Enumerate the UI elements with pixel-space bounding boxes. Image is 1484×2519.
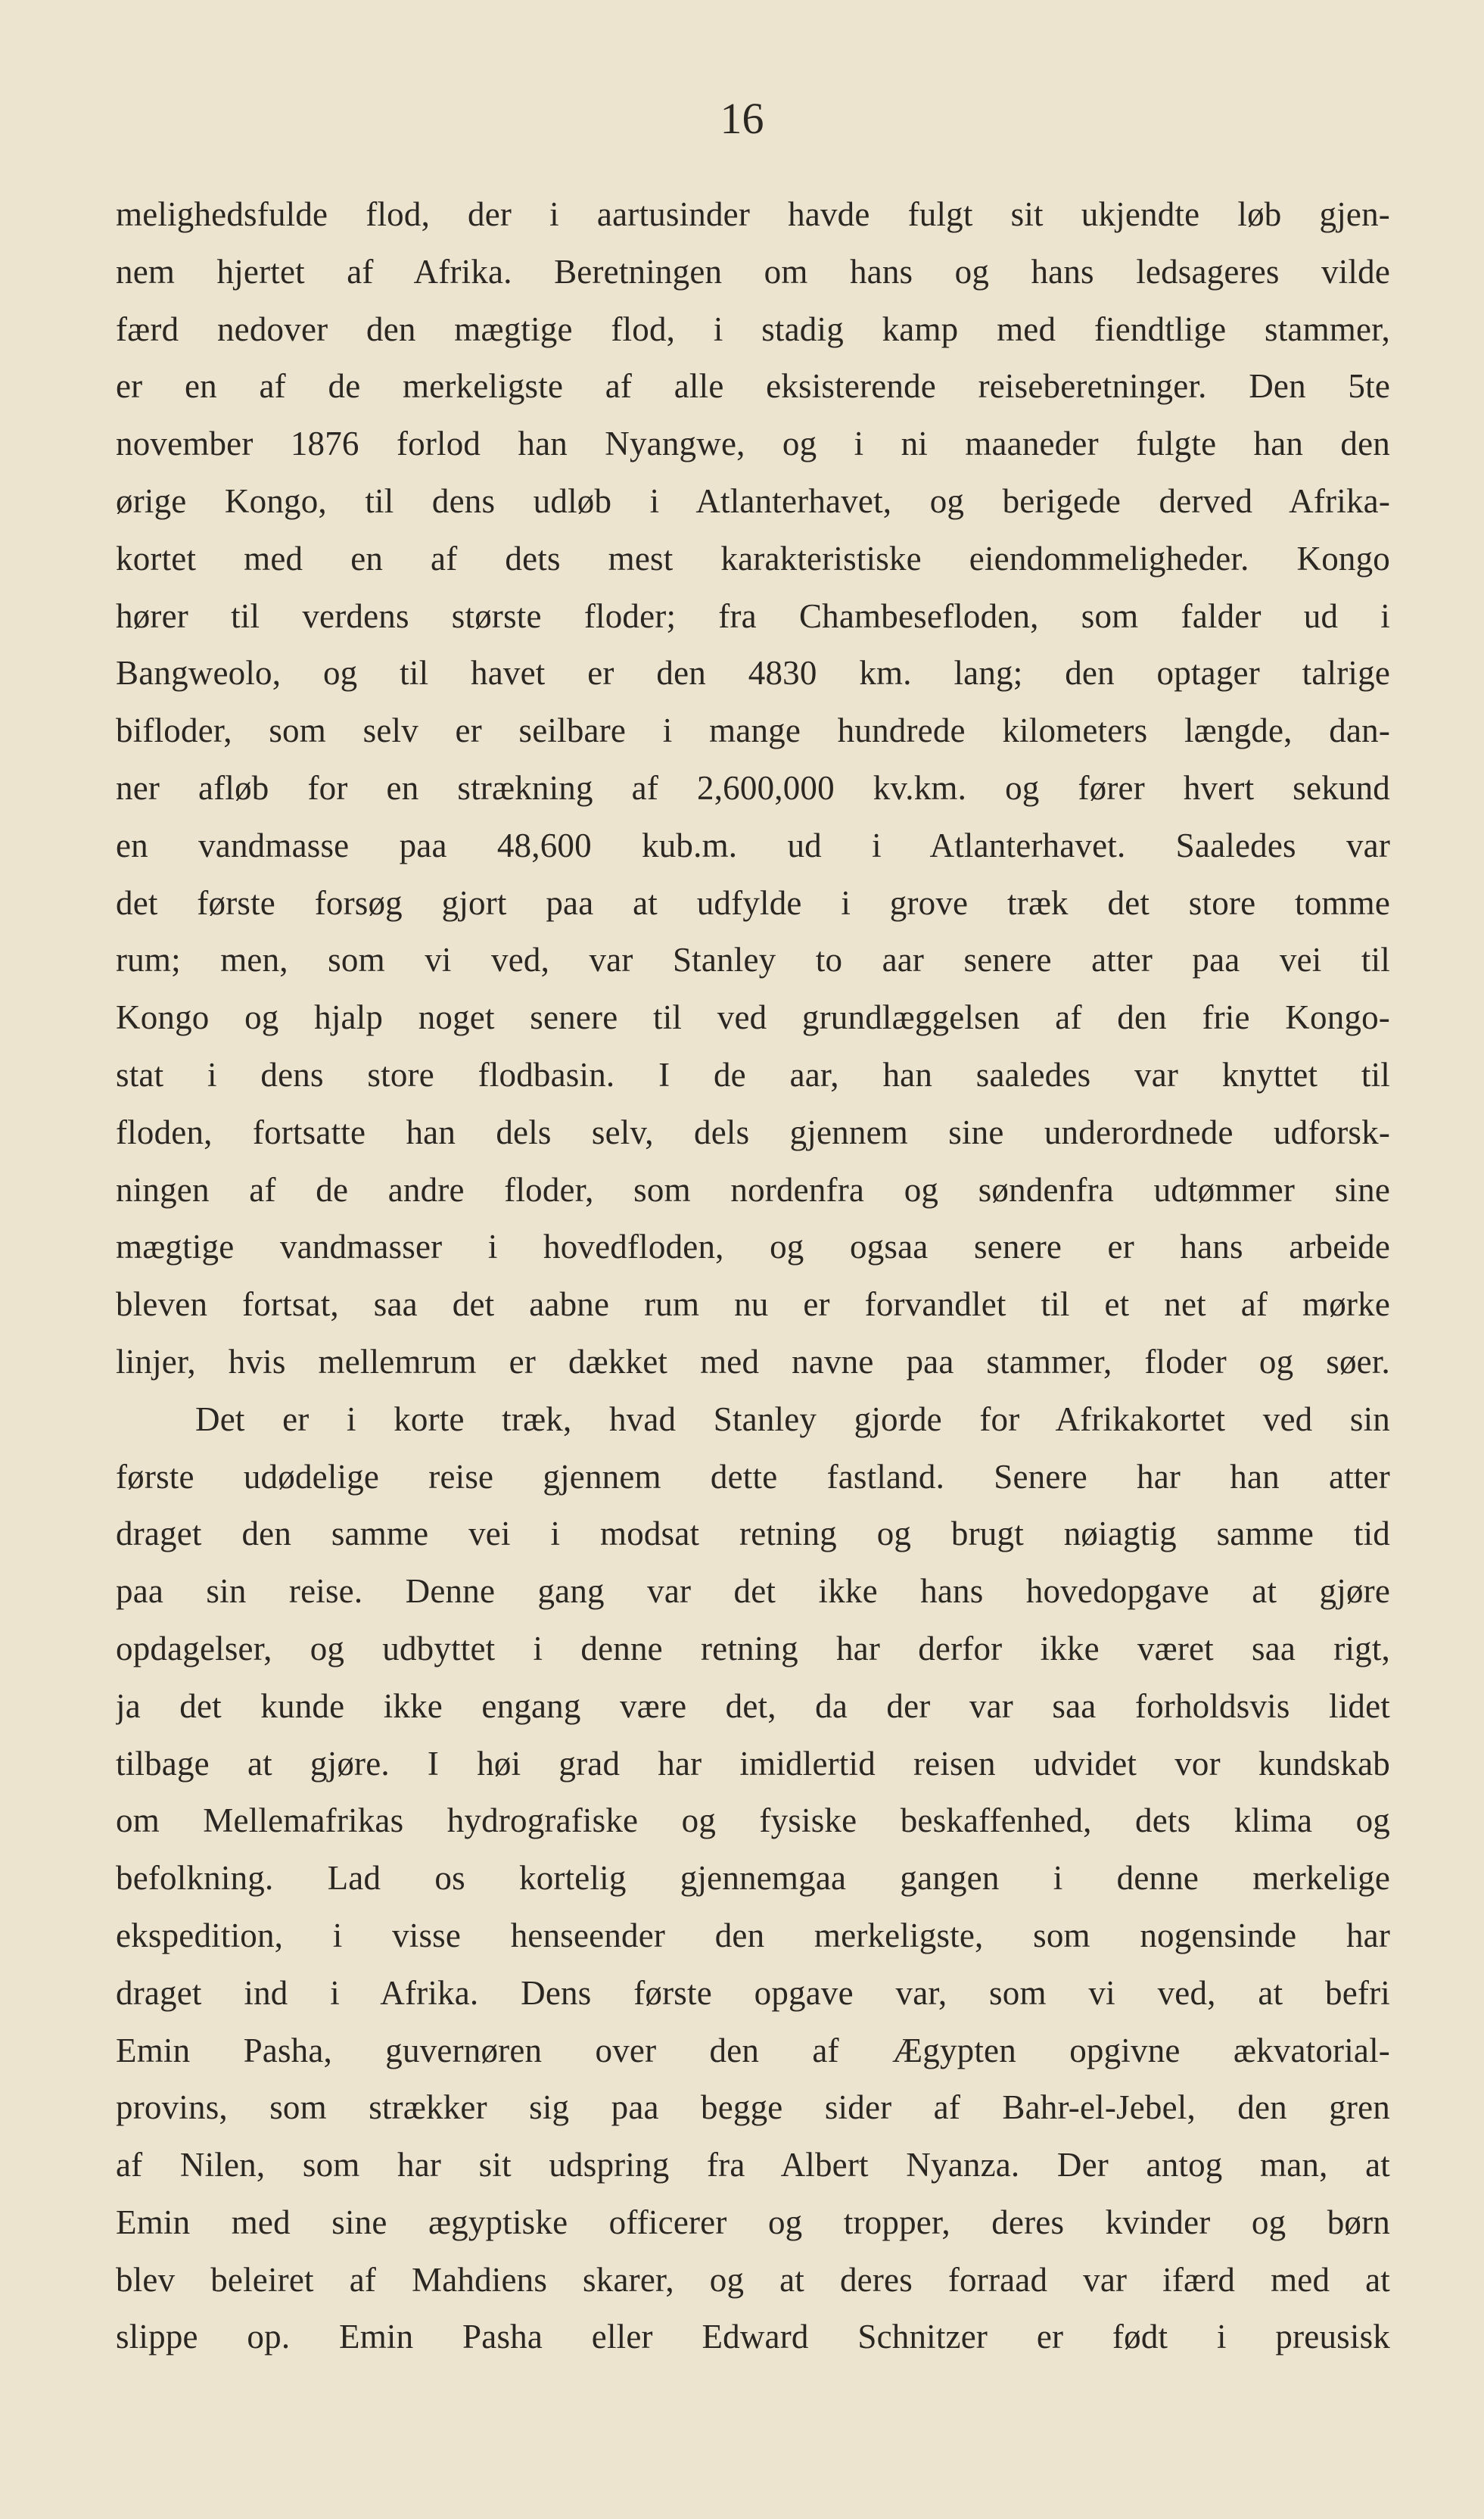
text-line: Emin med sine ægyptiske officerer og tropper, deres kvinder og børn (116, 2203, 1390, 2241)
text-line: mægtige vandmasser i hovedfloden, og ogsaa senere er hans arbeide (116, 1228, 1390, 1266)
text-line: befolkning. Lad os kortelig gjennemgaa gangen i denne merkelige (116, 1859, 1390, 1898)
text-line: bleven fortsat, saa det aabne rum nu er forvandlet til et net af mørke (116, 1285, 1390, 1324)
text-line: ekspedition, i visse henseender den merkeligste, som nogensinde har (116, 1916, 1390, 1954)
text-line: ner afløb for en strækning af 2,600,000 kv.km. og fører hvert sekund (116, 768, 1390, 807)
text-line: første udødelige reise gjennem dette fastland. Senere har han atter (116, 1457, 1390, 1496)
text-line: slippe op. Emin Pasha eller Edward Schnitzer er født i preusisk (116, 2318, 1390, 2356)
text-line: det første forsøg gjort paa at udfylde i grove træk det store tomme (116, 883, 1390, 922)
text-line: om Mellemafrikas hydrografiske og fysiske beskaffenhed, dets klima og (116, 1801, 1390, 1840)
text-line: opdagelser, og udbyttet i denne retning har derfor ikke været saa rigt, (116, 1629, 1390, 1667)
text-line: kortet med en af dets mest karakteristiske eiendommeligheder. Kongo (116, 539, 1390, 578)
page-number: 16 (720, 94, 764, 143)
text-line: hører til verdens største floder; fra Chambesefloden, som falder ud i (116, 596, 1390, 635)
text-line: en vandmasse paa 48,600 kub.m. ud i Atlanterhavet. Saaledes var (116, 826, 1390, 864)
text-line: bifloder, som selv er seilbare i mange hundrede kilometers længde, dan- (116, 711, 1390, 750)
text-line: draget den samme vei i modsat retning og brugt nøiagtig samme tid (116, 1515, 1390, 1553)
text-line: provins, som strækker sig paa begge sider af Bahr-el-Jebel, den gren (116, 2088, 1390, 2127)
text-line: draget ind i Afrika. Dens første opgave var, som vi ved, at befri (116, 1973, 1390, 2012)
text-line: linjer, hvis mellemrum er dækket med navne paa stammer, floder og søer. (116, 1342, 1390, 1381)
text-line: tilbage at gjøre. I høi grad har imidlertid reisen udvidet vor kundskab (116, 1744, 1390, 1783)
text-line: Bangweolo, og til havet er den 4830 km. lang; den optager talrige (116, 654, 1390, 693)
text-line: af Nilen, som har sit udspring fra Albert Nyanza. Der antog man, at (116, 2146, 1390, 2184)
text-line: stat i dens store flodbasin. I de aar, han saaledes var knyttet til (116, 1055, 1390, 1094)
text-line: ja det kunde ikke engang være det, da der var saa forholdsvis lidet (116, 1686, 1390, 1725)
text-line: rum; men, som vi ved, var Stanley to aar senere atter paa vei til (116, 941, 1390, 979)
text-line: paa sin reise. Denne gang var det ikke hans hovedopgave at gjøre (116, 1572, 1390, 1611)
text-line: nem hjertet af Afrika. Beretningen om hans og hans ledsageres vilde (116, 252, 1390, 291)
text-line: ningen af de andre floder, som nordenfra og søndenfra udtømmer sine (116, 1170, 1390, 1209)
text-line: blev beleiret af Mahdiens skarer, og at deres forraad var ifærd med at (116, 2260, 1390, 2299)
text-line: november 1876 forlod han Nyangwe, og i ni maaneder fulgte han den (116, 425, 1390, 463)
body-text (116, 186, 1390, 2366)
text-line: Det er i korte træk, hvad Stanley gjorde for Afrikakortet ved sin (195, 1400, 1390, 1438)
text-line: ørige Kongo, til dens udløb i Atlanterhavet, og berigede derved Afrika- (116, 481, 1390, 520)
text-line: Kongo og hjalp noget senere til ved grundlæggelsen af den frie Kongo- (116, 998, 1390, 1037)
text-line: floden, fortsatte han dels selv, dels gjennem sine underordnede udforsk- (116, 1113, 1390, 1151)
text-line: er en af de merkeligste af alle eksisterende reiseberetninger. Den 5te (116, 367, 1390, 406)
text-line: færd nedover den mægtige flod, i stadig kamp med fiendtlige stammer, (116, 310, 1390, 348)
text-line: melighedsfulde flod, der i aartusinder havde fulgt sit ukjendte løb gjen- (116, 195, 1390, 233)
text-line: Emin Pasha, guvernøren over den af Ægypten opgivne ækvatorial- (116, 2031, 1390, 2069)
